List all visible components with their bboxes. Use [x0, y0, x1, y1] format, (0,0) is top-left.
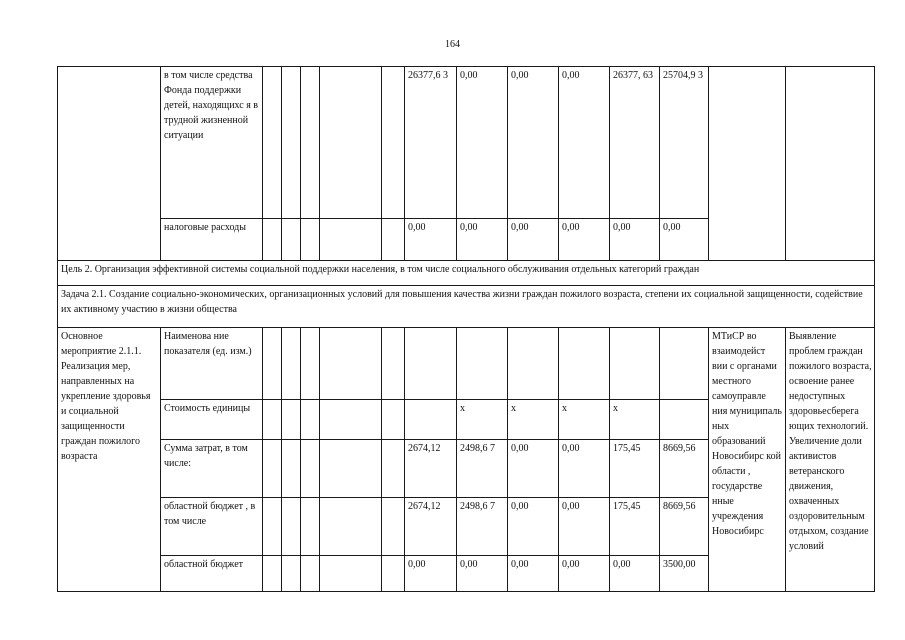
value-cell: 8669,56 — [660, 498, 709, 556]
program-table — [57, 66, 875, 592]
table-row — [58, 328, 875, 400]
value-cell: 2674,12 — [405, 498, 457, 556]
goal-heading: Цель 2. Организация эффективной системы социальной поддержки населения, в том числе социального обслуживания отдельных категорий граждан — [58, 261, 875, 286]
value-cell: 0,00 — [457, 67, 508, 219]
task-heading: Задача 2.1. Создание социально-экономических, организационных условий для повышения качества жизни граждан пожилого возраста, степени их социальной защищенности, содействие их активному участию в жизни общества — [58, 286, 875, 328]
value-cell: 3500,00 — [660, 556, 709, 592]
value-cell: 25704,9 3 — [660, 67, 709, 219]
measure-name: Основное мероприятие 2.1.1. Реализация мер, направленных на укрепление здоровья и социальной защищенности граждан пожилого возраста — [58, 328, 161, 592]
empty-cell — [786, 67, 875, 261]
value-cell: x — [508, 400, 559, 440]
value-cell: 0,00 — [508, 219, 559, 261]
value-cell: 0,00 — [508, 498, 559, 556]
result-cell: Выявление проблем граждан пожилого возраста, освоение ранее недоступных здоровьесберега ющих технологий. Увеличение доли активистов ветеранского движения, охваченных оздоровительным отдыхом, создание условий — [786, 328, 875, 592]
value-cell: 2498,6 7 — [457, 498, 508, 556]
value-cell: 26377, 63 — [610, 67, 660, 219]
value-cell: x — [610, 400, 660, 440]
value-cell: 0,00 — [508, 556, 559, 592]
row-label: в том числе средства Фонда поддержки детей, находящихс я в трудной жизненной ситуации — [161, 67, 263, 219]
value-cell: 0,00 — [610, 219, 660, 261]
value-cell: 0,00 — [457, 556, 508, 592]
value-cell: 0,00 — [405, 219, 457, 261]
value-cell: 0,00 — [457, 219, 508, 261]
row-label: Наименова ние показателя (ед. изм.) — [161, 328, 263, 400]
row-label: Стоимость единицы — [161, 400, 263, 440]
row-label: налоговые расходы — [161, 219, 263, 261]
page-number: 164 — [445, 39, 460, 50]
empty-cell — [709, 67, 786, 261]
value-cell: 0,00 — [559, 498, 610, 556]
value-cell: 0,00 — [559, 440, 610, 498]
value-cell: x — [457, 400, 508, 440]
value-cell: 2498,6 7 — [457, 440, 508, 498]
value-cell: 175,45 — [610, 440, 660, 498]
row-label: областной бюджет , в том числе — [161, 498, 263, 556]
empty-cell — [58, 67, 161, 261]
value-cell: 0,00 — [559, 556, 610, 592]
table-row — [58, 261, 875, 286]
row-label: областной бюджет — [161, 556, 263, 592]
row-label: Сумма затрат, в том числе: — [161, 440, 263, 498]
value-cell: 2674,12 — [405, 440, 457, 498]
value-cell: 8669,56 — [660, 440, 709, 498]
table-row — [58, 67, 875, 219]
table-row — [58, 286, 875, 328]
value-cell: 175,45 — [610, 498, 660, 556]
executor-cell: МТиСР во взаимодейст вии с органами местного самоуправле ния муниципаль ных образований Новосибирс кой области , государстве нные учреждения Новосибирс — [709, 328, 786, 592]
value-cell: 0,00 — [559, 67, 610, 219]
value-cell: 0,00 — [610, 556, 660, 592]
value-cell: 0,00 — [405, 556, 457, 592]
value-cell: 0,00 — [559, 219, 610, 261]
value-cell: x — [559, 400, 610, 440]
value-cell: 26377,6 3 — [405, 67, 457, 219]
value-cell: 0,00 — [508, 67, 559, 219]
value-cell: 0,00 — [508, 440, 559, 498]
value-cell: 0,00 — [660, 219, 709, 261]
